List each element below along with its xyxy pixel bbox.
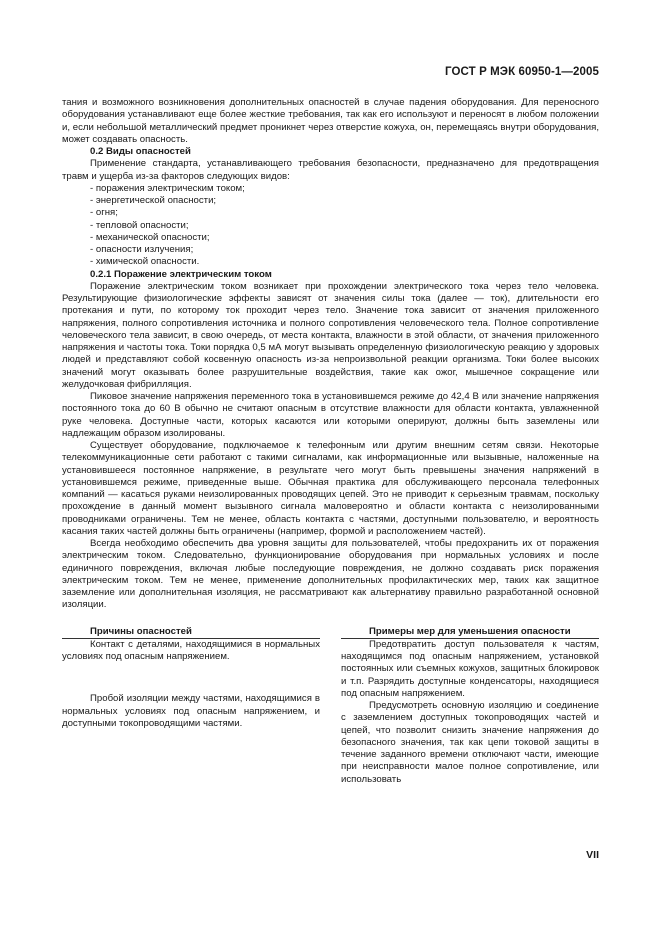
causes-column (62, 626, 320, 786)
page-number: VII (586, 849, 599, 861)
measures-column (341, 626, 599, 786)
list-item: - энергетической опасности; (90, 195, 217, 206)
table-cell-cause: Контакт с деталями, находящимися в нормальных условиях под опасным напряжением. (62, 638, 320, 662)
list-item: - механической опасности; (90, 231, 210, 243)
section-heading-0-2: 0.2 Виды опасностей (90, 146, 191, 157)
section-heading-0-2-1: 0.2.1 Поражение электрическим током (90, 268, 272, 280)
list-item: - химической опасности. (90, 256, 200, 268)
intro-paragraph: тания и возможного возникновения дополнительных опасностей в случае падения оборудования. Для переносного оборудования устанавливают еще более жесткие требования, так как его используют и переносят в любом положении и, если небольшой металлический предмет проникнет через отверстие кожуха, он, перемещаясь внутри оборудования, может создавать опасность. (62, 97, 599, 145)
table-cell-measure: Предотвратить доступ пользователя к частям, находящимся под опасным напряжением, установкой постоянных или съемных кожухов, защитных блокировок и т.п. Разрядить доступные конденсаторы, находящиеся под опасным напряжением. (341, 638, 599, 699)
page-body (62, 97, 599, 786)
list-item: - огня; (90, 207, 118, 219)
table-cell-measure: Предусмотреть основную изоляцию и соединение с заземлением доступных токопроводящих частей и цепей, что позволит снизить значение напряжения до безопасного значения, так как цепи токовой защиты в течение заданного времени отключают части, имеющие при неисправности малое полное сопротивление, или использовать (341, 700, 599, 785)
section-0-2-1-paragraph-4: Всегда необходимо обеспечить два уровня защиты для пользователей, чтобы предохранить их от поражения электрическим током. Следовательно, функционирование оборудования при нормальных условиях и после единичного повреждения, включая любые последующие повреждения, не должно создавать риск поражения электрическим током. Тем не менее, применение дополнительных профилактических мер, таких как защитное заземление или дополнительная изоляция, не рассматривают как альтернативу правильно разработанной основной изоляции. (62, 538, 599, 611)
measures-column-header: Примеры мер для уменьшения опасности (341, 626, 599, 639)
section-0-2-1-paragraph-3: Существует оборудование, подключаемое к телефонным или другим внешним сетям связи. Некоторые телекоммуникационные сети работают с такими сигналами, как информационные или вызывные, наложенные на установившееся постоянное напряжение, в результате чего могут быть превышены значения напряжений в установившемся режиме, приведенные выше. Обычная практика для обслуживающего персонала телефонных компаний — касаться руками неизолированных проводящих цепей. Это не приводит к серьезным травмам, поскольку прохождение в данный момент вызывного сигнала маловероятно и области контакта с неизолированными проводниками ограничены. Тем не менее, область контакта с частями, доступными пользователю, и вероятность касания таких частей должны быть ограничены (например, формой и расположением частей). (62, 440, 599, 537)
list-item: - поражения электрическим током; (90, 182, 245, 194)
section-0-2-paragraph: Применение стандарта, устанавливающего требования безопасности, предназначено для предотвращения травм и ущерба из-за факторов следующих видов: (62, 158, 599, 182)
list-item: - опасности излучения; (90, 244, 194, 255)
section-0-2-1-paragraph-1: Поражение электрическим током возникает при прохождении электрического тока через тело человека. Результирующие физиологические эффекты зависят от значения силы тока (далее — ток), длительности его протекания и пути, по которому ток проходит через тело. Значение тока зависит от значения приложенного напряжения, полного сопротивления источника и полного сопротивления человеческого тела. Полное сопротивление человеческого тела зависит, в свою очередь, от места контакта, влажности в этой области, от значения приложенного напряжения и частоты тока. Токи порядка 0,5 мА могут вызывать определенную физиологическую реакцию у здоровых людей и представляют собой косвенную опасность из-за непроизвольной реакции организма. Токи более высоких значений могут оказывать более разрушительные воздействия, такие как ожог, мышечное сокращение или желудочковая фибрилляция. (62, 280, 599, 390)
causes-column-header: Причины опасностей (62, 626, 320, 639)
hazard-table (62, 626, 599, 786)
table-cell-cause: Пробой изоляции между частями, находящимися в нормальных условиях под опасным напряжением, и доступными токопроводящими частями. (62, 693, 320, 729)
list-item: - тепловой опасности; (90, 219, 189, 231)
section-0-2-1-paragraph-2: Пиковое значение напряжения переменного тока в установившемся режиме до 42,4 В или значение напряжения постоянного тока до 60 В обычно не считают опасным в отсутствие влажности для области контакта, увлажненной руке человека. Доступные части, которых касаются или которыми оперируют, должны быть заземлены или надлежащим образом изолированы. (62, 391, 599, 439)
hazard-list (62, 183, 599, 269)
document-header: ГОСТ Р МЭК 60950-1—2005 (445, 66, 599, 78)
